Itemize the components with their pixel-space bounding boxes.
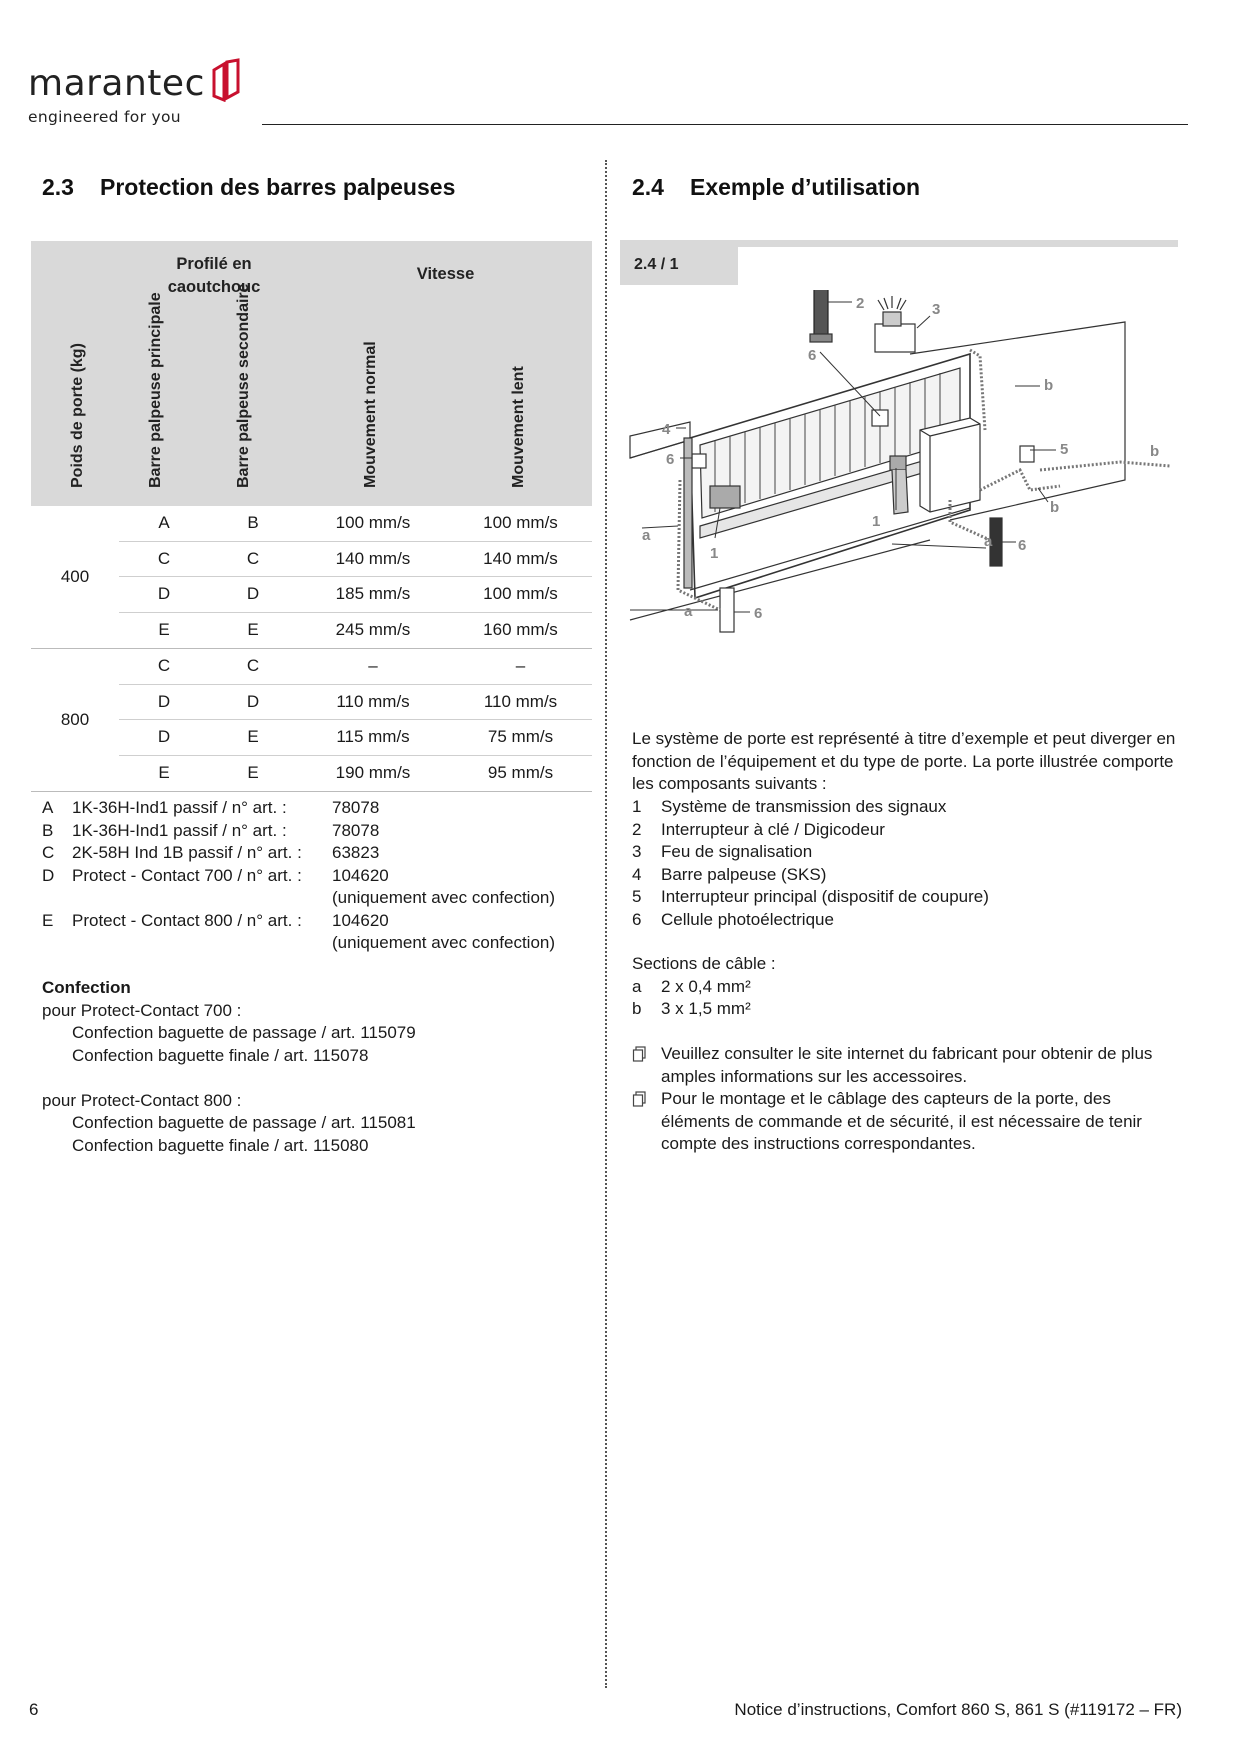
callout-b-box: b (1050, 499, 1060, 516)
table-row (119, 720, 592, 756)
table-cell: 100 mm/s (335, 513, 411, 533)
confection-group-800: pour Protect-Contact 800 : (42, 1090, 242, 1110)
callout-a-post: a (984, 533, 993, 550)
callout-2: 2 (856, 295, 865, 312)
table-cell: 100 mm/s (483, 584, 558, 604)
note-item (632, 1088, 1172, 1156)
note-text: Pour le montage et le câblage des capteurs de la porte, des éléments de commande et de sécurité, il est nécessaire de tenir compte des instructions correspondantes. (661, 1089, 1142, 1153)
callout-6-top: 6 (808, 347, 817, 364)
table-cell: C (246, 656, 260, 676)
list-text: Cellule photoélectrique (661, 909, 834, 929)
section-heading-2-3 (42, 174, 455, 201)
table-cell: 160 mm/s (483, 620, 558, 640)
table-cell: E (158, 763, 170, 783)
callout-6-left: 6 (666, 451, 675, 468)
list-item (632, 819, 989, 842)
cable-sections (632, 953, 776, 1021)
legend-item (42, 865, 602, 888)
legend-text: 1K-36H-Ind1 passif / n° art. : (72, 820, 287, 840)
callout-6-post: 6 (1018, 537, 1027, 554)
section-title: Protection des barres palpeuses (100, 174, 456, 200)
table-cell-weight: 400 (60, 567, 90, 586)
table-cell: D (157, 584, 171, 604)
table-row (119, 577, 592, 613)
table-group-400 (31, 506, 592, 649)
table-cell: 75 mm/s (487, 727, 554, 747)
list-num: 6 (632, 909, 642, 929)
list-item (632, 998, 776, 1021)
confection-item: Confection baguette de passage / art. 115081 (72, 1113, 416, 1132)
table-cell: 100 mm/s (483, 513, 558, 533)
table-row (119, 506, 592, 542)
cable-title: Sections de câble : (632, 954, 776, 973)
table-row (119, 685, 592, 721)
table-group-800 (31, 649, 592, 792)
legend-key: D (42, 865, 55, 885)
confection-item: Confection baguette de passage / art. 115079 (72, 1023, 416, 1042)
header-group-speed: Vitesse (416, 265, 475, 283)
table-cell: E (247, 727, 259, 747)
table-row (119, 613, 592, 649)
table-cell: D (157, 691, 171, 711)
document-icon (632, 1043, 661, 1088)
callout-b-right: b (1150, 443, 1160, 460)
page-number: 6 (29, 1700, 39, 1719)
confection-block (42, 977, 416, 1157)
table-cell: 190 mm/s (335, 763, 411, 783)
legend-key: E (42, 910, 54, 930)
list-item (632, 976, 776, 999)
section-number: 2.3 (42, 174, 74, 200)
confection-title: Confection (42, 978, 131, 997)
legend-item (42, 797, 602, 820)
list-item (632, 796, 989, 819)
legend-item (42, 910, 602, 933)
header-group-profile: Profilé en caoutchouc (167, 255, 261, 297)
col-header-weight: Poids de porte (kg) (69, 343, 86, 488)
note-text: Veuillez consulter le site internet du fabricant pour obtenir de plus amples informations sur les accessoires. (661, 1044, 1153, 1086)
callout-4: 4 (662, 421, 671, 438)
callout-1-left: 1 (710, 545, 719, 562)
list-num: 1 (632, 797, 642, 816)
legend-article: 63823 (332, 843, 380, 862)
table-cell: D (246, 691, 260, 711)
table-row (119, 542, 592, 578)
confection-item: Confection baguette finale / art. 115080 (72, 1135, 369, 1155)
list-text: Feu de signalisation (661, 842, 813, 861)
section-number: 2.4 (632, 174, 664, 200)
legend-key: B (42, 820, 54, 840)
col-header-normal-speed: Mouvement normal (362, 341, 379, 488)
table-cell: D (246, 584, 260, 604)
legend-text: 2K-58H Ind 1B passif / n° art. : (72, 843, 302, 862)
list-num: 3 (632, 842, 642, 861)
brand-logo (28, 58, 241, 126)
table-legend (42, 797, 602, 955)
table-row (119, 756, 592, 792)
callout-3: 3 (932, 301, 941, 318)
legend-text: Protect - Contact 800 / n° art. : (72, 910, 302, 930)
callout-5: 5 (1060, 441, 1069, 458)
table-cell: A (158, 513, 170, 533)
table-row (119, 649, 592, 685)
list-text: Interrupteur principal (dispositif de coupure) (661, 887, 989, 906)
table-cell: C (246, 548, 260, 568)
legend-text: Protect - Contact 700 / n° art. : (72, 865, 302, 885)
list-text: Système de transmission des signaux (661, 797, 947, 816)
legend-note: (uniquement avec confection) (332, 933, 556, 952)
legend-item (42, 820, 602, 843)
table-cell: 95 mm/s (487, 763, 554, 783)
table-cell-weight: 800 (60, 710, 90, 729)
table-cell: 110 mm/s (483, 691, 558, 711)
table-cell: 140 mm/s (483, 548, 558, 568)
callout-a-left: a (642, 527, 651, 544)
table-cell: D (157, 727, 171, 747)
legend-note-row (42, 932, 602, 955)
legend-key: A (42, 798, 54, 817)
legend-article: 78078 (332, 798, 380, 817)
table-cell: – (368, 656, 378, 676)
callout-1-right: 1 (872, 513, 881, 530)
note-item (632, 1043, 1172, 1088)
table-cell: C (157, 548, 171, 568)
intro-paragraph: Le système de porte est représenté à titre d’exemple et peut diverger en fonction de l’équipement et du type de porte. La porte illustrée comporte les composants suivants : (632, 729, 1176, 793)
column-divider (605, 160, 607, 1688)
table-cell: B (247, 513, 259, 533)
list-item (632, 909, 989, 932)
table-cell: E (158, 620, 170, 640)
section-title: Exemple d’utilisation (690, 174, 921, 200)
col-header-main-edge: Barre palpeuse principale (147, 292, 164, 488)
list-item (632, 886, 989, 909)
table-header (31, 241, 592, 506)
list-item (632, 864, 989, 887)
document-reference: Notice d’instructions, Comfort 860 S, 861 S (#119172 – FR) (734, 1700, 1182, 1719)
table-cell: C (157, 656, 171, 676)
legend-item (42, 842, 602, 865)
list-text: 3 x 1,5 mm² (661, 999, 751, 1018)
gate-installation-illustration (620, 290, 1178, 710)
brand-wordmark (28, 58, 241, 102)
callout-a-bottom: a (684, 603, 693, 620)
component-list (632, 796, 989, 931)
table-cell: E (247, 763, 259, 783)
document-icon (632, 1088, 661, 1156)
list-num: 4 (632, 864, 642, 884)
marantec-door-icon (211, 58, 241, 102)
table-cell: – (515, 656, 526, 676)
section-heading-2-4 (632, 174, 920, 201)
brand-name: marantec (28, 63, 205, 104)
list-num: b (632, 999, 642, 1018)
table-cell: 110 mm/s (336, 691, 410, 711)
figure-label: 2.4 / 1 (620, 247, 738, 285)
list-text: Interrupteur à clé / Digicodeur (661, 819, 885, 839)
legend-key: C (42, 843, 55, 862)
table-cell: 140 mm/s (335, 548, 411, 568)
callout-6-bottom: 6 (754, 605, 763, 622)
confection-group-700: pour Protect-Contact 700 : (42, 1000, 242, 1020)
legend-article: 104620 (332, 865, 389, 885)
table-cell: 185 mm/s (335, 584, 411, 604)
safety-edge-table (31, 506, 592, 792)
notes (632, 1043, 1172, 1156)
list-num: a (632, 976, 642, 996)
figure-header-bar (620, 240, 1178, 247)
table-cell: E (247, 620, 259, 640)
legend-note-row (42, 887, 602, 910)
list-text: Barre palpeuse (SKS) (661, 864, 827, 884)
header-rule (262, 124, 1188, 125)
list-item (632, 841, 989, 864)
legend-article: 104620 (332, 910, 389, 930)
legend-text: 1K-36H-Ind1 passif / n° art. : (72, 798, 287, 817)
table-cell: 245 mm/s (335, 620, 411, 640)
col-header-secondary-edge: Barre palpeuse secondaire (235, 283, 252, 488)
table-cell: 115 mm/s (336, 727, 410, 747)
col-header-slow-speed: Mouvement lent (510, 366, 527, 488)
callout-b-wall: b (1044, 377, 1054, 394)
confection-item: Confection baguette finale / art. 115078 (72, 1045, 369, 1065)
legend-note: (uniquement avec confection) (332, 888, 556, 907)
brand-tagline: engineered for you (28, 108, 181, 126)
list-num: 2 (632, 819, 642, 839)
list-num: 5 (632, 887, 642, 906)
legend-article: 78078 (332, 820, 380, 840)
list-text: 2 x 0,4 mm² (661, 976, 751, 996)
